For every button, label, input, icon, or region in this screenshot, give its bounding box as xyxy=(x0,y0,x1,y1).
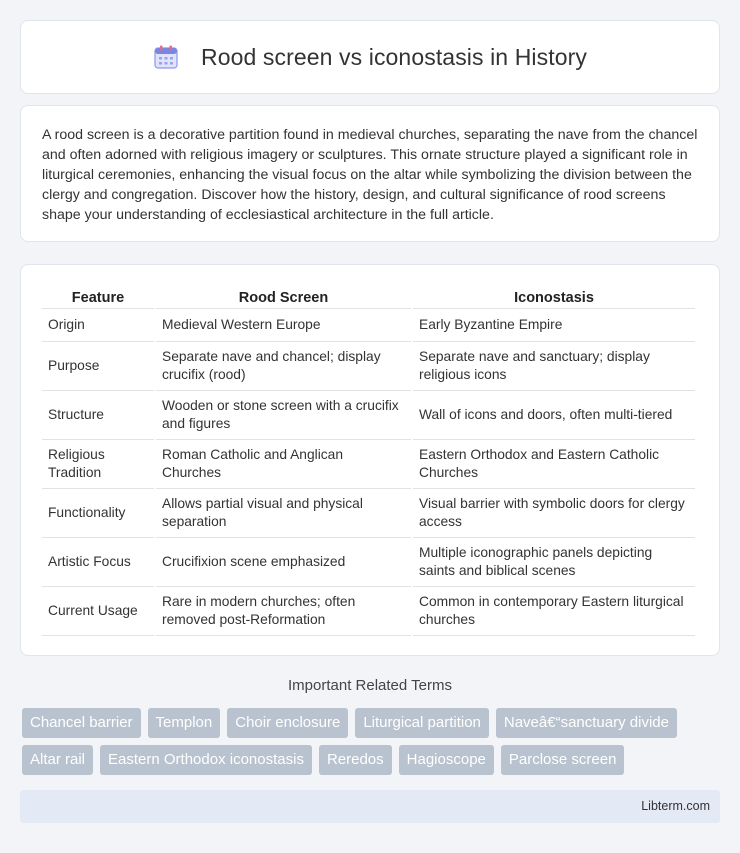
related-term-tag[interactable]: Hagioscope xyxy=(399,745,494,775)
rood-screen-cell: Allows partial visual and physical separation xyxy=(156,489,411,538)
header-rood-screen: Rood Screen xyxy=(156,285,411,309)
related-term-tag[interactable]: Naveâ€“sanctuary divide xyxy=(496,708,677,738)
iconostasis-cell: Separate nave and sanctuary; display religious icons xyxy=(413,342,695,391)
table-row xyxy=(42,489,695,538)
table-row xyxy=(42,342,695,391)
related-term-tag[interactable]: Eastern Orthodox iconostasis xyxy=(100,745,312,775)
related-terms-list xyxy=(22,708,722,775)
iconostasis-cell: Common in contemporary Eastern liturgical churches xyxy=(413,587,695,636)
iconostasis-cell: Multiple iconographic panels depicting saints and biblical scenes xyxy=(413,538,695,587)
intro-text: A rood screen is a decorative partition found in medieval churches, separating the nave from the chancel and often adorned with religious imagery or sculptures. This ornate structure played a significant role in liturgical ceremonies, enhancing the visual focus on the altar while symbolizing the division between the clergy and congregation. Discover how the history, design, and cultural significance of rood screens shape your understanding of ecclesiastical architecture in the full article. xyxy=(42,127,698,223)
feature-cell: Religious Tradition xyxy=(42,440,154,489)
iconostasis-cell: Wall of icons and doors, often multi-tiered xyxy=(413,391,695,440)
comparison-table-card xyxy=(20,264,720,656)
table-row xyxy=(42,440,695,489)
table-row xyxy=(42,309,695,342)
header-feature: Feature xyxy=(42,285,154,309)
related-term-tag[interactable]: Liturgical partition xyxy=(355,708,489,738)
related-term-tag[interactable]: Choir enclosure xyxy=(227,708,348,738)
iconostasis-cell: Eastern Orthodox and Eastern Catholic Churches xyxy=(413,440,695,489)
rood-screen-cell: Separate nave and chancel; display crucifix (rood) xyxy=(156,342,411,391)
related-term-tag[interactable]: Templon xyxy=(148,708,221,738)
related-term-tag[interactable]: Reredos xyxy=(319,745,392,775)
table-row xyxy=(42,391,695,440)
footer xyxy=(20,790,720,823)
feature-cell: Origin xyxy=(42,309,154,342)
comparison-table xyxy=(40,285,697,636)
title-card xyxy=(20,20,720,94)
table-header-row xyxy=(42,285,695,309)
intro-card xyxy=(20,105,720,242)
feature-cell: Current Usage xyxy=(42,587,154,636)
rood-screen-cell: Roman Catholic and Anglican Churches xyxy=(156,440,411,489)
feature-cell: Functionality xyxy=(42,489,154,538)
table-row xyxy=(42,538,695,587)
table-row xyxy=(42,587,695,636)
related-term-tag[interactable]: Parclose screen xyxy=(501,745,625,775)
iconostasis-cell: Early Byzantine Empire xyxy=(413,309,695,342)
rood-screen-cell: Rare in modern churches; often removed post-Reformation xyxy=(156,587,411,636)
header-iconostasis: Iconostasis xyxy=(413,285,695,309)
rood-screen-cell: Crucifixion scene emphasized xyxy=(156,538,411,587)
calendar-icon xyxy=(153,44,179,70)
rood-screen-cell: Medieval Western Europe xyxy=(156,309,411,342)
related-terms-title: Important Related Terms xyxy=(288,677,452,694)
feature-cell: Purpose xyxy=(42,342,154,391)
footer-brand-link[interactable]: Libterm.com xyxy=(641,799,710,813)
feature-cell: Artistic Focus xyxy=(42,538,154,587)
rood-screen-cell: Wooden or stone screen with a crucifix and figures xyxy=(156,391,411,440)
related-term-tag[interactable]: Altar rail xyxy=(22,745,93,775)
page-title: Rood screen vs iconostasis in History xyxy=(201,43,587,70)
related-term-tag[interactable]: Chancel barrier xyxy=(22,708,141,738)
iconostasis-cell: Visual barrier with symbolic doors for clergy access xyxy=(413,489,695,538)
feature-cell: Structure xyxy=(42,391,154,440)
